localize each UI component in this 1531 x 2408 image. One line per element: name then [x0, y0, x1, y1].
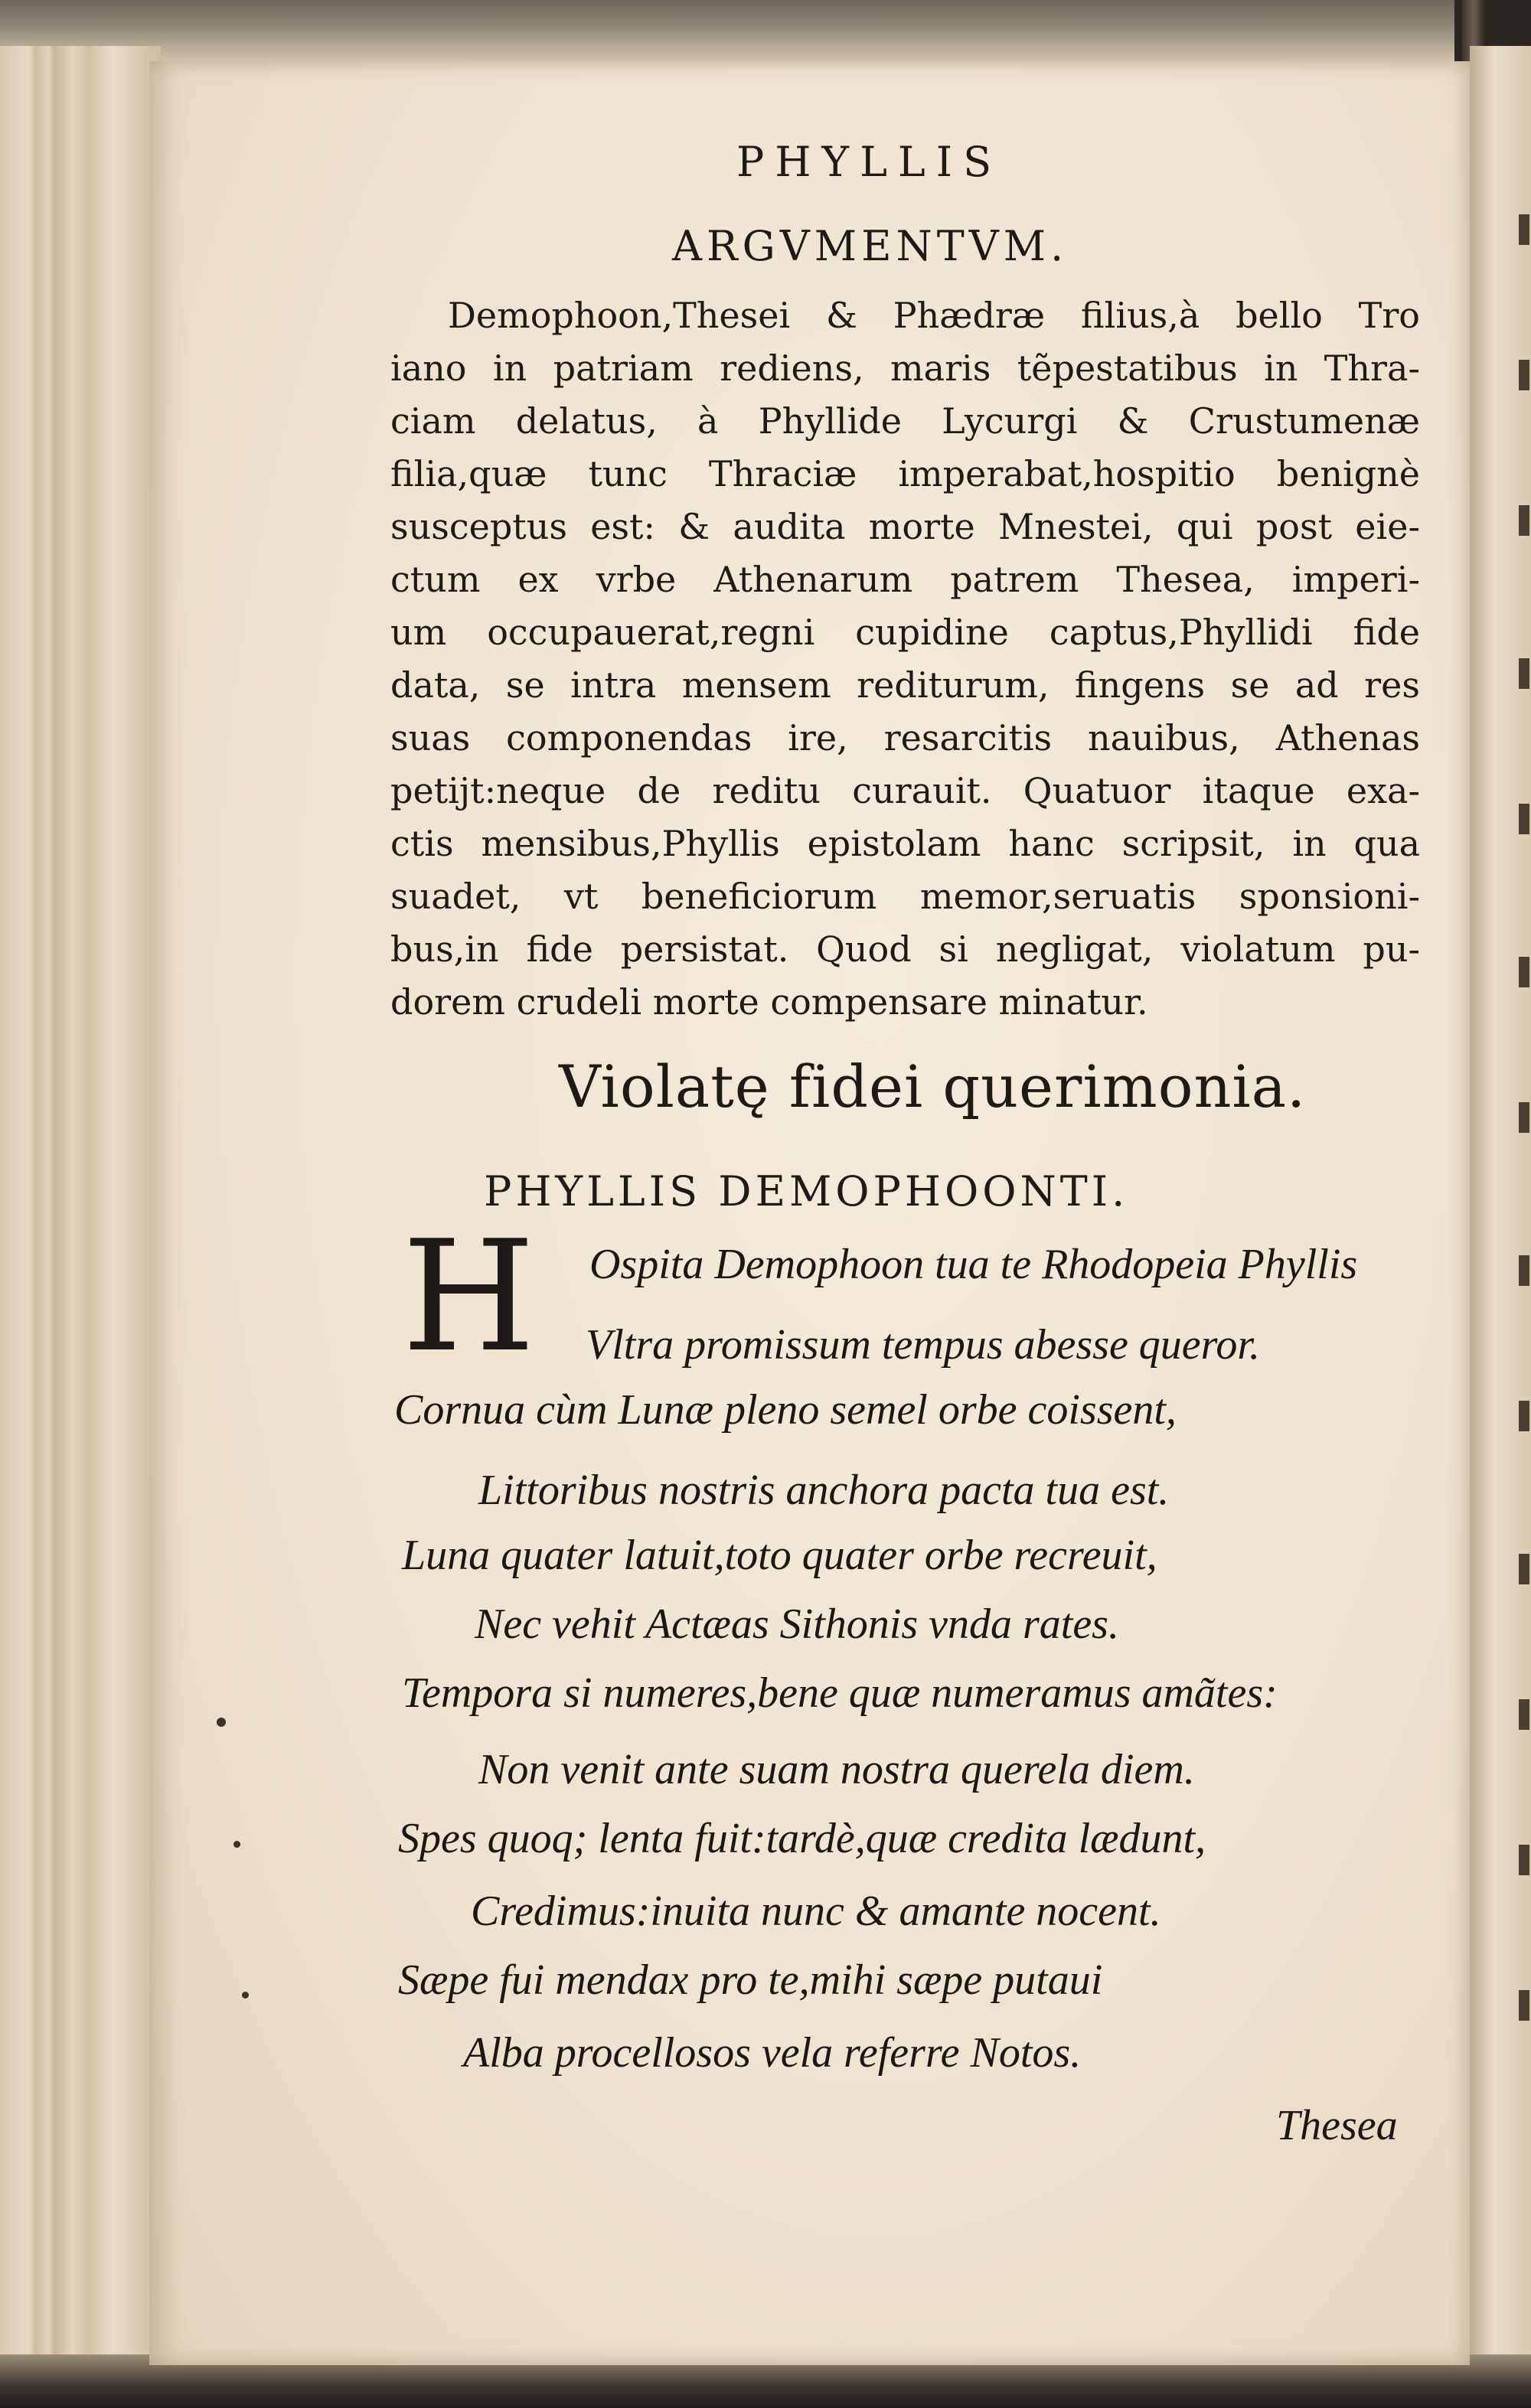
argument-line: suas componendas ire, resarcitis nauibus, Athenas [390, 717, 1420, 759]
catchword: Thesea [1276, 2102, 1398, 2149]
argument-line: filia,quæ tunc Thraciæ imperabat,hospitio benignè [390, 453, 1420, 494]
drop-cap: H [402, 1208, 536, 1386]
verse-line: Ospita Demophoon tua te Rhodopeia Phyllis [589, 1241, 1358, 1288]
verse-line: Sæpe fui mendax pro te,mihi sæpe putaui [398, 1956, 1103, 2004]
argument-line: ciam delatus, à Phyllide Lycurgi & Crustumenæ [390, 400, 1420, 442]
book-top-edge [0, 0, 1454, 61]
verse-line: Cornua cùm Lunæ pleno semel orbe coissent, [394, 1386, 1177, 1434]
verse-line: Tempora si numeres,bene quæ numeramus amãtes: [402, 1669, 1278, 1717]
argument-line: Demophoon,Thesei & Phædræ filius,à bello Tro [448, 295, 1420, 336]
verse-line: Luna quater latuit,toto quater orbe recreuit, [402, 1532, 1157, 1579]
argument-line: ctum ex vrbe Athenarum patrem Thesea, imperi- [390, 559, 1420, 600]
argument-line: bus,in fide persistat. Quod si negligat, violatum pu- [390, 928, 1420, 970]
argument-line: iano in patriam rediens, maris tẽpestatibus in Thra- [390, 347, 1420, 389]
poem-subtitle: Violatę fidei querimonia. [559, 1052, 1307, 1121]
argument-line: susceptus est: & audita morte Mnestei, qui post eie- [390, 506, 1420, 547]
argument-line: ctis mensibus,Phyllis epistolam hanc scripsit, in qua [390, 823, 1420, 864]
argument-line: data, se intra mensem rediturum, fingens se ad res [390, 664, 1420, 706]
poem-address: PHYLLIS DEMOPHOONTI. [484, 1167, 1129, 1215]
verse-line: Vltra promissum tempus abesse queror. [586, 1321, 1260, 1369]
argument-line: dorem crudeli morte compensare minatur. [390, 981, 1148, 1023]
verse-line: Non venit ante suam nostra querela diem. [478, 1746, 1195, 1793]
book-left-page-edges [0, 46, 161, 2365]
argument-line: suadet, vt beneficiorum memor,seruatis sponsioni- [390, 876, 1420, 917]
running-head: PHYLLIS [736, 138, 1003, 186]
argument-line: petijt:neque de reditu curauit. Quatuor itaque exa- [390, 770, 1420, 811]
margin-mark [217, 1718, 226, 1727]
argument-heading: ARGVMENTVM. [672, 222, 1069, 270]
verse-line: Littoribus nostris anchora pacta tua est. [478, 1467, 1170, 1514]
argument-line: um occupauerat,regni cupidine captus,Phyllidi fide [390, 612, 1420, 653]
margin-mark [233, 1841, 240, 1848]
verse-line: Alba procellosos vela referre Notos. [463, 2029, 1082, 2077]
verse-line: Nec vehit Actæas Sithonis vnda rates. [475, 1600, 1119, 1648]
verse-line: Credimus:inuita nunc & amante nocent. [471, 1888, 1161, 1935]
margin-mark [242, 1992, 249, 1999]
verse-line: Spes quoq; lenta fuit:tardè,quæ credita lædunt, [398, 1815, 1206, 1862]
